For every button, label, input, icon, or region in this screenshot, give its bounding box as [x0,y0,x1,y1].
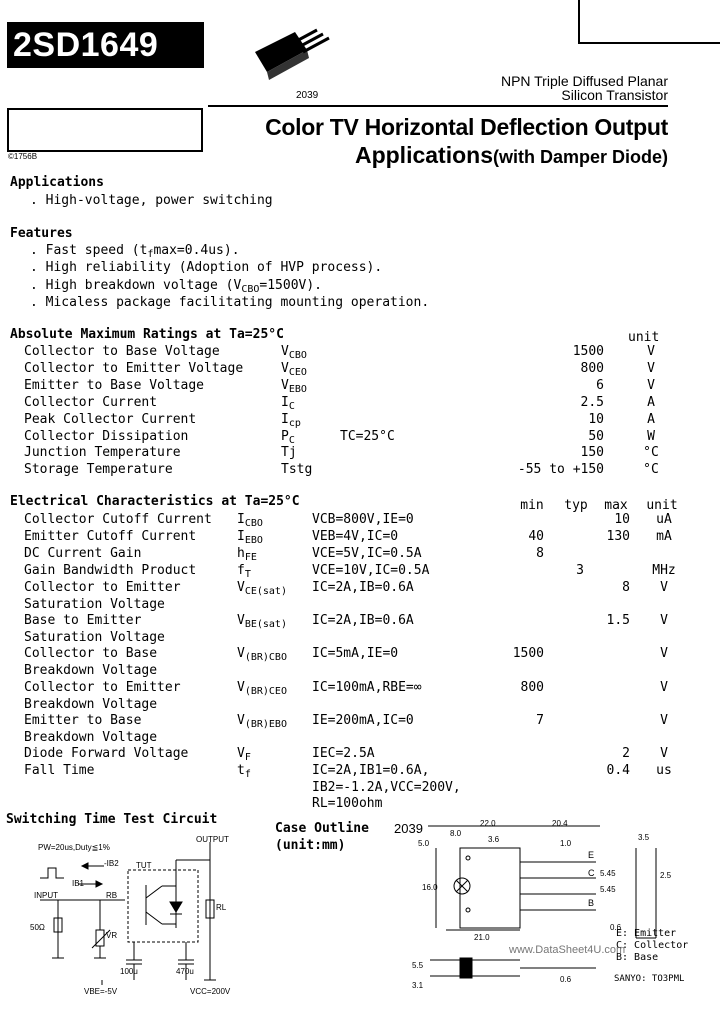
elec-symbol-sub: f [244,769,251,780]
elec-param: DC Current Gain [24,546,142,561]
dim-5: 5.0 [418,839,430,848]
elec-min: 800 [520,680,544,695]
abs-value: -55 to +150 [517,462,604,478]
applications-item-text: High-voltage, power switching [45,193,273,208]
abs-symbol [281,462,312,477]
switching-heading: Switching Time Test Circuit [6,812,218,827]
dim-0-6-b: 0.6 [560,975,572,984]
elec-symbol-letter: V [237,613,245,628]
elec-symbol [237,546,257,563]
dim-20-4: 20.4 [552,819,568,828]
elec-heading: Electrical Characteristics at Ta=25°C [10,494,300,509]
part-number: 2SD1649 [13,26,159,64]
elec-param: Collector to Emitter [24,580,181,595]
dim-8: 8.0 [450,829,462,838]
rb-label: RB [106,891,118,900]
feature-text-post: max=0.4us). [153,243,240,258]
tut-label: TUT [136,861,152,870]
abs-symbol [281,395,295,412]
abs-value: 10 [588,411,604,427]
title-suffix: (with Damper Diode) [492,147,668,167]
dim-5-45-a: 5.45 [600,869,616,878]
elec-symbol-letter: t [237,763,245,778]
abs-symbol-letter: I [281,411,289,427]
elec-symbol-sub: F [244,752,251,763]
elec-param-line2: Saturation Voltage [24,630,165,645]
elec-symbol-sub: EBO [244,535,263,546]
elec-symbol-sub: BE(sat) [244,619,287,630]
elec-condition: VCE=10V,IC=0.5A [312,563,430,578]
applications-heading: Applications [10,175,104,190]
abs-unit: °C [643,462,659,478]
type-line-2: Silicon Transistor [561,87,668,103]
elec-unit: MHz [652,563,676,578]
legend-base: B: Base [616,952,659,963]
case-outline-drawing [410,818,690,998]
abs-param: Collector to Emitter Voltage [24,360,244,376]
elec-min: 7 [536,713,544,728]
pin-e: E [588,850,595,860]
dim-5-5: 5.5 [412,961,424,970]
abs-symbol [281,429,295,446]
output-label: OUTPUT [196,835,229,844]
elec-header-unit: unit [646,498,678,513]
elec-symbol [237,746,251,763]
title-rule [208,105,668,107]
elec-unit: V [660,746,668,761]
elec-symbol-letter: h [237,546,245,561]
elec-symbol [237,713,287,730]
elec-max: 130 [606,529,630,544]
elec-param: Collector Cutoff Current [24,512,212,527]
package-name: SANYO: TO3PML [614,974,685,984]
elec-symbol-letter: f [237,563,245,578]
elec-param: Gain Bandwidth Product [24,563,197,578]
elec-unit: V [660,613,668,628]
elec-symbol-letter: V [237,746,245,761]
dim-3-5: 3.5 [638,833,650,842]
vr-label: VR [106,931,118,940]
abs-param: Collector to Base Voltage [24,344,220,359]
abs-symbol-sub: C [288,400,295,412]
feature-sub: CBO [241,283,260,295]
pin-b: B [588,898,595,908]
elec-param-line2: Breakdown Voltage [24,663,158,678]
abs-unit: °C [643,445,659,461]
title-applications: Applications [354,142,493,168]
ordering-code: 2039 [296,90,319,101]
blank-box-right [578,0,720,44]
abs-unit: V [647,360,655,376]
c2-label: 470u [176,967,194,976]
case-unit: (unit:mm) [275,838,346,853]
feature-item: . High reliability (Adoption of HVP process). [30,260,383,276]
feature-text: Micaless package facilitating mounting operation. [45,294,430,310]
abs-value: 1500 [572,344,604,359]
input-label: INPUT [34,891,58,900]
feature-item: . Fast speed $(t_f\max=0.4us)$. [30,243,240,260]
elec-min: 1500 [512,646,544,661]
switching-circuit-diagram [0,830,270,1010]
abs-param: Emitter to Base Voltage [24,377,205,393]
catalog-number: ©1756B [8,152,38,161]
part-number-banner [7,22,204,68]
feature-text-post: =1500V). [259,277,323,293]
elec-param-line2: Breakdown Voltage [24,697,158,712]
feature-text: High reliability (Adoption of HVP process). [45,260,383,276]
elec-condition: VCE=5V,IC=0.5A [312,546,422,561]
elec-symbol-sub: (BR)EBO [244,719,287,730]
dim-5-45-b: 5.45 [600,885,616,894]
feature-sub: f [147,249,154,260]
falltime-cond-3: RL=100ohm [312,796,383,811]
elec-max: 2 [622,746,630,761]
title-line-1: Color TV Horizontal Deflection Output [265,114,668,140]
elec-condition: IC=5mA,IE=0 [312,646,399,661]
elec-unit: us [656,763,672,778]
elec-unit: V [660,580,668,595]
abs-value: 2.5 [580,394,604,410]
abs-symbol-letter: Tstg [281,462,313,478]
elec-symbol-letter: V [237,680,245,695]
elec-max: 8 [622,580,630,595]
elec-typ: 3 [576,563,584,578]
legend-collector: C: Collector [616,940,689,951]
elec-symbol-sub: (BR)CEO [244,686,287,697]
feature-item: . Micaless package facilitating mounting operation. [30,294,430,310]
abs-condition: TC=25°C [340,428,395,444]
vbe-label: VBE=-5V [84,987,118,996]
elec-condition: VEB=4V,IC=0 [312,529,399,544]
dim-3-6: 3.6 [488,835,500,844]
abs-symbol [281,378,307,395]
abs-symbol [281,445,297,460]
abs-unit: A [647,394,655,410]
rl-label: RL [216,903,227,912]
ib1-label: IB1 [72,879,85,888]
case-code: 2039 [394,821,423,836]
elec-param: Base to Emitter [24,613,142,628]
ib2-label: -IB2 [104,859,119,868]
abs-unit: V [647,344,655,359]
abs-param: Storage Temperature [24,462,173,478]
elec-header-min: min [520,498,544,513]
abs-value: 50 [588,428,604,444]
abs-param: Peak Collector Current [24,411,197,427]
abs-symbol-letter: V [281,360,289,376]
elec-param: Diode Forward Voltage [24,746,189,761]
elec-condition: IC=2A,IB1=0.6A, [312,763,430,778]
elec-header-max: max [604,498,628,513]
abs-max-unit-header: unit [628,330,660,345]
abs-symbol-letter: Tj [281,445,297,461]
abs-symbol-letter: P [281,428,289,444]
pin-c: C [588,868,595,878]
elec-symbol [237,680,287,697]
dim-2-5: 2.5 [660,871,672,880]
abs-symbol-sub: CEO [288,366,307,378]
dim-16: 16.0 [422,883,438,892]
elec-condition: IEC=2.5A [312,746,375,761]
elec-symbol-sub: FE [244,552,257,563]
elec-max: 1.5 [606,613,630,628]
legend-emitter: E: Emitter [616,928,677,939]
case-legend [616,928,688,964]
abs-value: 6 [596,377,604,393]
elec-param: Collector to Base [24,646,158,661]
falltime-cond-2: IB2=-1.2A,VCC=200V, [312,780,461,795]
elec-condition: IE=200mA,IC=0 [312,713,414,728]
feature-text: Fast speed (t [45,243,148,258]
abs-max-heading: Absolute Maximum Ratings at Ta=25°C [10,327,284,342]
elec-unit: V [660,680,668,695]
dim-21: 21.0 [474,933,490,942]
elec-symbol-sub: CE(sat) [244,586,287,597]
abs-unit: W [647,428,655,444]
c1-label: 100u [120,967,138,976]
elec-param-line2: Breakdown Voltage [24,730,158,745]
type-line-1: NPN Triple Diffused Planar [500,73,668,89]
elec-min: 8 [536,546,544,561]
dim-3-1: 3.1 [412,981,424,990]
abs-symbol-sub: C [288,434,295,446]
elec-symbol-letter: I [237,529,245,544]
abs-param: Collector Dissipation [24,428,189,444]
applications-item: . High-voltage, power switching [30,193,273,208]
elec-condition: IC=100mA,RBE=∞ [312,680,422,695]
abs-value: 800 [580,360,604,376]
abs-unit: A [647,411,655,427]
elec-symbol [237,580,287,597]
abs-symbol-sub: CBO [288,350,307,361]
elec-unit: mA [656,529,672,544]
elec-unit: V [660,646,668,661]
elec-param: Emitter Cutoff Current [24,529,197,544]
elec-symbol-letter: V [237,646,245,661]
elec-symbol [237,529,263,546]
elec-param: Collector to Emitter [24,680,181,695]
abs-symbol-letter: I [281,394,289,410]
elec-symbol [237,613,287,630]
abs-param: Collector Current [24,394,158,410]
abs-symbol-sub: cp [288,417,301,429]
elec-symbol [237,563,251,580]
r50-label: 50Ω [30,923,45,932]
elec-symbol-letter: V [237,580,245,595]
elec-symbol-sub: (BR)CBO [244,652,287,663]
blank-box-left [7,108,203,152]
elec-condition: IC=2A,IB=0.6A [312,580,414,595]
vcc-label: VCC=200V [190,987,231,996]
abs-value: 150 [580,445,604,461]
abs-symbol-letter: V [281,344,289,359]
elec-symbol-letter: V [237,713,245,728]
elec-symbol [237,646,287,663]
elec-unit: uA [656,512,672,527]
elec-symbol-letter: I [237,512,245,527]
dim-22: 22.0 [480,819,496,828]
elec-param-line2: Saturation Voltage [24,597,165,612]
elec-symbol-sub: CBO [244,518,263,529]
transistor-package-icon [245,24,335,84]
dim-1: 1.0 [560,839,572,848]
pw-label: PW=20us,Duty≦1% [38,843,110,852]
elec-param: Fall Time [24,763,95,778]
watermark: www.DataSheet4U.com [509,944,626,956]
elec-unit: V [660,713,668,728]
features-heading: Features [10,226,73,241]
feature-text: High breakdown voltage (V [45,277,242,293]
abs-symbol [281,361,307,378]
elec-condition: IC=2A,IB=0.6A [312,613,414,628]
elec-min: 40 [528,529,544,544]
elec-header-typ: typ [564,498,588,513]
abs-symbol [281,412,301,429]
abs-symbol [281,344,307,361]
dim-0-6-a: 0.6 [610,923,622,932]
elec-condition: VCB=800V,IE=0 [312,512,414,527]
elec-max: 0.4 [606,763,630,778]
abs-symbol-sub: EBO [288,383,307,395]
case-heading: Case Outline [275,821,369,836]
elec-symbol [237,763,251,780]
elec-symbol-sub: T [244,569,251,580]
elec-symbol [237,512,263,529]
abs-symbol-letter: V [281,377,289,393]
abs-unit: V [647,377,655,393]
abs-param: Junction Temperature [24,445,181,461]
title-line-2 [355,142,668,169]
elec-param: Emitter to Base [24,713,142,728]
elec-max: 10 [614,512,630,527]
feature-item: . High breakdown voltage $(V_{CBO}=1500V)$. [30,277,323,295]
